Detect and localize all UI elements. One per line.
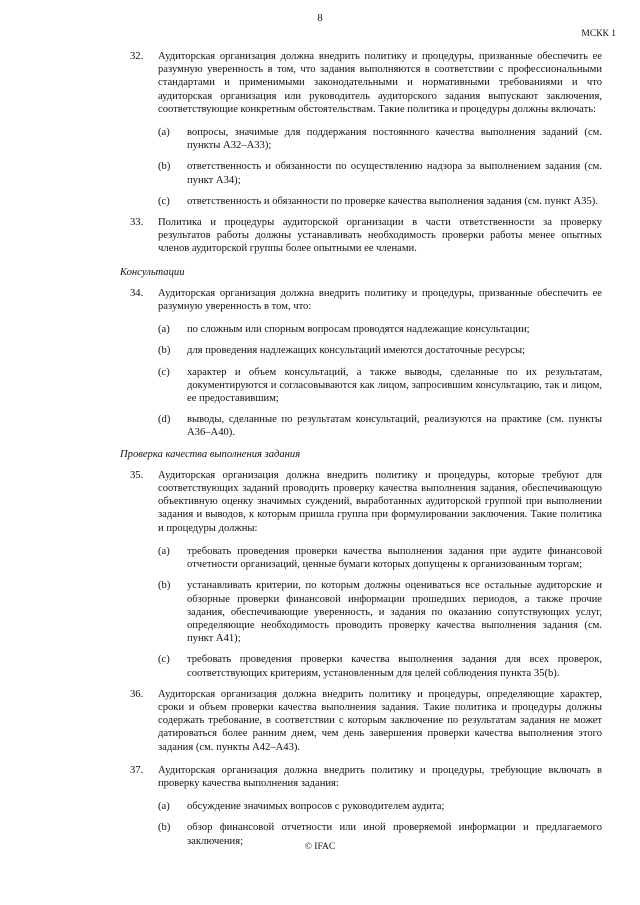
list-item-label: (c) — [158, 654, 170, 666]
list-item — [0, 413, 640, 439]
section-heading: Консультации — [120, 266, 185, 278]
numbered-paragraph — [0, 216, 640, 256]
list-item-label: (a) — [158, 545, 170, 557]
list-item-text: вопросы, значимые для поддержания постоянного качества выполнения заданий (см. пункты А32–А33); — [187, 127, 602, 152]
list-item — [0, 545, 640, 571]
list-item-label: (c) — [158, 366, 170, 378]
numbered-paragraph — [0, 469, 640, 535]
paragraph-number: 34. — [130, 287, 144, 299]
document-code: МСКК 1 — [581, 29, 616, 39]
paragraph-text: Аудиторская организация должна внедрить политику и процедуры, требующие включать в проверку качества выполнения задания: — [158, 764, 602, 789]
list-item — [0, 366, 640, 406]
list-item-text: требовать проведения проверки качества выполнения задания для всех проверок, соответствующих критериям, установленным для целей соблюдения пункта 35(b). — [187, 654, 602, 679]
paragraph-text: Аудиторская организация должна внедрить политику и процедуры, которые требуют для соответствующих заданий проводить проверку качества выполнения задания, обеспечивающую объективную оценку значимых суждений, выработанных аудиторской группой при выполнении задания и выводов, к которым пришла группа при формулировании заключения. Такие политика и процедуры должны: — [158, 469, 602, 534]
list-item-text: устанавливать критерии, по которым должны оцениваться все остальные аудиторские и обзорные проверки финансовой информации прошедших периодов, а также прочие задания, обеспечивающие уверенность, и задания по оказанию сопутствующих услуг, определяющие необходимость проводить проверку качества выполнения задания (см. пункт А41); — [187, 580, 602, 645]
paragraph-text: Аудиторская организация должна внедрить политику и процедуры, определяющие характер, сроки и объем проверки качества выполнения задания. Такие политика и процедуры должны содержать требование, в соответствии с которым заключение по результатам задания не может датироваться более ранним днем, чем день завершения проверки качества выполнения этого задания (см. пункты А42–А43). — [158, 688, 602, 753]
footer-copyright: © IFAC — [304, 842, 336, 852]
list-item-label: (b) — [158, 822, 171, 834]
list-item-label: (a) — [158, 127, 170, 139]
list-item — [0, 160, 640, 186]
paragraph-number: 33. — [130, 217, 144, 229]
numbered-paragraph — [0, 764, 640, 790]
paragraph-number: 37. — [130, 764, 144, 776]
list-item-text: для проведения надлежащих консультаций имеются достаточные ресурсы; — [187, 345, 526, 357]
numbered-paragraph — [0, 287, 640, 313]
list-item-text: по сложным или спорным вопросам проводятся надлежащие консультации; — [187, 324, 530, 336]
paragraph-number: 36. — [130, 688, 144, 700]
paragraph-number: 32. — [130, 51, 144, 62]
list-item-label: (c) — [158, 195, 170, 207]
list-item — [0, 800, 640, 813]
list-item-text: требовать проведения проверки качества выполнения задания при аудите финансовой отчетности организаций, ценные бумаги которых допущены к организованным торгам; — [187, 545, 602, 571]
list-item-text: обзор финансовой отчетности или иной проверяемой информации и предлагаемого заключения; — [187, 822, 602, 847]
list-item-text: обсуждение значимых вопросов с руководителем аудита; — [187, 801, 445, 813]
paragraph-text: Аудиторская организация должна внедрить политику и процедуры, призванные обеспечить ее разумную уверенность в том, что: — [158, 287, 602, 313]
list-item-label: (a) — [158, 801, 170, 813]
paragraph-number: 35. — [130, 469, 144, 481]
paragraph-text: Политика и процедуры аудиторской организации в части ответственности за проверку результатов работы должны устанавливать необходимость проверки работы менее опытных членов аудиторской группы более опытными ее членами. — [158, 217, 602, 255]
list-item — [0, 323, 640, 336]
list-item — [0, 653, 640, 679]
paragraph-text: Аудиторская организация должна внедрить политику и процедуры, призванные обеспечить ее разумную уверенность в том, что задания выполняются в соответствии с профессиональными стандартами и применимыми законодательными и нормативными требованиями и что аудиторская организация или руководитель аудиторского задания выпускают заключения, соответствующие конкретным обстоятельствам. Такие политика и процедуры должны включать: — [158, 51, 602, 115]
numbered-paragraph — [0, 50, 640, 116]
list-item-label: (b) — [158, 580, 171, 592]
list-item — [0, 579, 640, 645]
list-item — [0, 344, 640, 357]
list-item-label: (b) — [158, 345, 171, 357]
list-item-text: ответственность и обязанности по осуществлению надзора за выполнением задания (см. пункт А34); — [187, 161, 602, 186]
list-item — [0, 126, 640, 152]
list-item-text: характер и объем консультаций, а также выводы, сделанные по их результатам, документируются и согласовываются как лицом, запросившим консультацию, так и лицом, ее предоставившим; — [187, 366, 602, 405]
list-item-label: (b) — [158, 161, 171, 173]
numbered-paragraph — [0, 688, 640, 754]
list-item-label: (d) — [158, 414, 171, 426]
section-heading: Проверка качества выполнения задания — [120, 448, 301, 460]
list-item — [0, 195, 640, 208]
document-body — [0, 50, 640, 856]
list-item-text: ответственность и обязанности по проверке качества выполнения задания (см. пункт А35). — [187, 195, 598, 207]
list-item-label: (a) — [158, 324, 170, 336]
list-item-text: выводы, сделанные по результатам консультаций, реализуются на практике (см. пункты А36–А40). — [187, 414, 602, 439]
page-number: 8 — [317, 13, 323, 24]
